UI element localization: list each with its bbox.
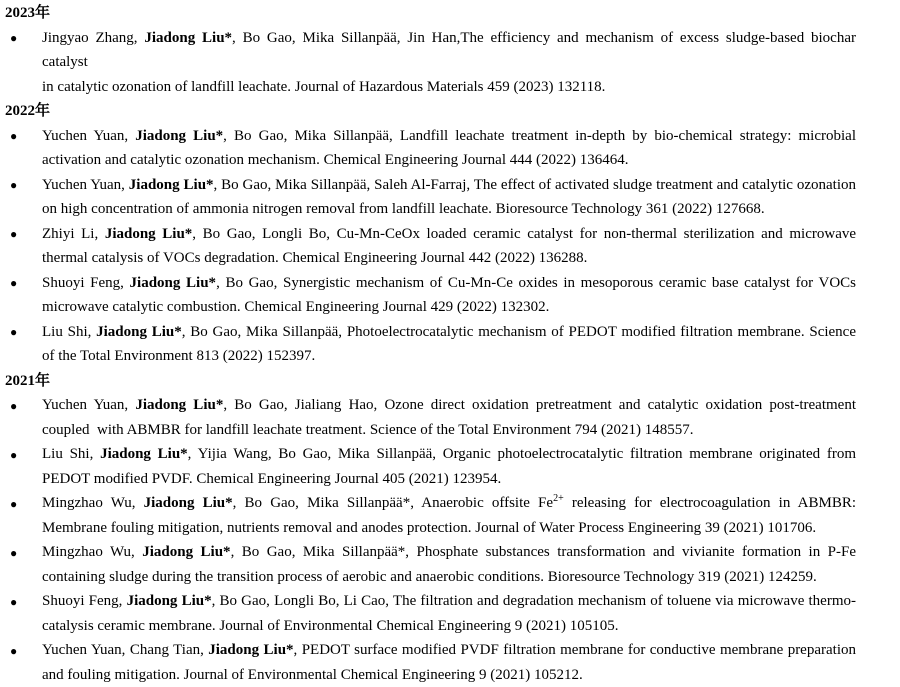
text-segment: Yuchen Yuan, <box>42 176 129 193</box>
text-segment: releasing for electrocoagulation in ABMBR: Membrane fouling mitigation, nutrients removal and anodes protection. Journal of Water Process Engineering 39 (2021) 101706. <box>42 495 857 536</box>
superscript-segment: 2+ <box>553 493 564 504</box>
bullet-icon: ● <box>10 496 18 511</box>
bullet-icon: ● <box>10 178 18 192</box>
publication-item <box>5 589 856 638</box>
publication-item <box>5 173 856 222</box>
publication-text <box>42 642 856 683</box>
publication-text <box>42 30 856 95</box>
publication-text <box>42 226 856 267</box>
text-segment: Zhiyi Li, <box>42 225 105 242</box>
text-segment: Mingzhao Wu, <box>42 544 143 560</box>
author-name: Jiadong Liu* <box>126 593 212 609</box>
publication-item <box>5 222 856 271</box>
text-segment: , Bo Gao, Synergistic mechanism of Cu-Mn-Ce oxides in mesoporous ceramic base catalyst for VOCs microwave catalytic combustion. Chemical Engineering Journal 429 (2022) 132302. <box>42 274 857 315</box>
bullet-icon: ● <box>10 643 18 658</box>
text-segment: , Bo Gao, Longli Bo, Cu-Mn-CeOx loaded ceramic catalyst for non-thermal sterilization and microwave thermal catalysis of VOCs degradation. Chemical Engineering Journal 442 (2022) 136288. <box>42 225 857 266</box>
publication-item <box>5 124 856 173</box>
publication-item <box>5 271 856 320</box>
publication-item <box>5 393 856 442</box>
author-name: Jiadong Liu* <box>142 544 231 560</box>
text-segment: Liu Shi, <box>42 323 97 340</box>
author-name: Jiadong Liu* <box>96 323 182 340</box>
text-segment: , Bo Gao, Mika Sillanpää, Photoelectrocatalytic mechanism of PEDOT modified filtration membrane. Science of the Total Environment 813 (2022) 152397. <box>42 323 856 364</box>
text-segment: Yuchen Yuan, <box>42 127 136 144</box>
author-name: Jiadong Liu* <box>128 176 214 193</box>
author-name: Jiadong Liu* <box>100 446 188 462</box>
text-segment: , Bo Gao, Longli Bo, Li Cao, The filtration and degradation mechanism of toluene via microwave thermo-catalysis ceramic membrane. Journal of Environmental Chemical Engineering 9 (2021) 105105. <box>42 593 856 634</box>
bullet-icon: ● <box>10 447 18 462</box>
year-header-2021: 2021年 <box>5 372 51 389</box>
bullet-icon: ● <box>10 227 18 241</box>
text-segment: Jingyao Zhang, <box>42 29 145 46</box>
author-name: Jiadong Liu* <box>129 274 217 291</box>
text-segment: , Bo Gao, Mika Sillanpää*, Phosphate substances transformation and vivianite formation in P-Fe containing sludge during the transition process of aerobic and anaerobic conditions. Bioresource Technology 319 (2021) 124259. <box>42 544 856 585</box>
publication-item <box>5 320 856 369</box>
author-name: Jiadong Liu* <box>135 397 224 413</box>
author-name: Jiadong Liu* <box>144 29 233 46</box>
text-segment: Yuchen Yuan, Chang Tian, <box>42 642 209 658</box>
text-segment: in catalytic ozonation of landfill leachate. Journal of Hazardous Materials 459 (2023) 132118. <box>42 78 606 95</box>
bullet-icon: ● <box>10 398 18 413</box>
text-segment: Mingzhao Wu, <box>42 495 144 511</box>
publication-item <box>5 491 856 540</box>
bullet-icon: ● <box>10 325 18 339</box>
author-name: Jiadong Liu* <box>143 495 233 511</box>
publication-text <box>42 495 856 536</box>
bullet-icon: ● <box>10 129 18 143</box>
publication-text <box>42 177 856 218</box>
publication-item <box>5 26 856 100</box>
text-segment: , Bo Gao, Mika Sillanpää*, Anaerobic offsite Fe <box>232 495 554 511</box>
author-name: Jiadong Liu* <box>135 127 224 144</box>
bullet-icon: ● <box>10 276 18 290</box>
author-name: Jiadong Liu* <box>104 225 193 242</box>
year-header-2022: 2022年 <box>5 103 51 119</box>
text-segment: , Bo Gao, Mika Sillanpää, Landfill leachate treatment in-depth by bio-chemical strategy: microbial activation and catalytic ozonation mechanism. Chemical Engineering Journal 444 (2022) 136464. <box>42 127 856 168</box>
publication-text <box>42 446 856 487</box>
publication-item <box>5 442 856 491</box>
bullet-icon: ● <box>10 31 18 45</box>
publication-item <box>5 540 856 589</box>
publication-text <box>42 593 856 634</box>
text-segment: , Bo Gao, Mika Sillanpää, Saleh Al-Farraj, The effect of activated sludge treatment and catalytic ozonation on high concentration of ammonia nitrogen removal from landfill leachate. Bioresource Technology 361 (2022) 127668. <box>42 176 856 217</box>
text-segment: Yuchen Yuan, <box>42 397 136 413</box>
text-segment: Shuoyi Feng, <box>42 274 130 291</box>
publication-text <box>42 397 856 438</box>
text-segment: , Bo Gao, Mika Sillanpää, Jin Han,The efficiency and mechanism of excess sludge-based biochar catalyst <box>42 29 856 70</box>
publication-text <box>42 544 856 585</box>
author-name: Jiadong Liu* <box>208 642 294 658</box>
bullet-icon: ● <box>10 594 18 609</box>
text-segment: Liu Shi, <box>42 446 101 462</box>
year-header-2023: 2023年 <box>5 5 51 21</box>
text-segment: , Yijia Wang, Bo Gao, Mika Sillanpää, Organic photoelectrocatalytic filtration membrane originated from PEDOT modified PVDF. Chemical Engineering Journal 405 (2021) 123954. <box>42 446 856 487</box>
text-segment: , Bo Gao, Jialiang Hao, Ozone direct oxidation pretreatment and catalytic oxidation post-treatment coupled with ABMBR for landfill leachate treatment. Science of the Total Environment 794 (2021) 148557. <box>42 397 856 438</box>
publication-text <box>42 324 856 365</box>
bullet-icon: ● <box>10 545 18 560</box>
text-segment: , PEDOT surface modified PVDF filtration membrane for conductive membrane preparation and fouling mitigation. Journal of Environmental Chemical Engineering 9 (2021) 105212. <box>42 642 856 683</box>
publication-text <box>42 275 856 316</box>
text-segment: Shuoyi Feng, <box>42 593 127 609</box>
publication-text <box>42 128 856 169</box>
